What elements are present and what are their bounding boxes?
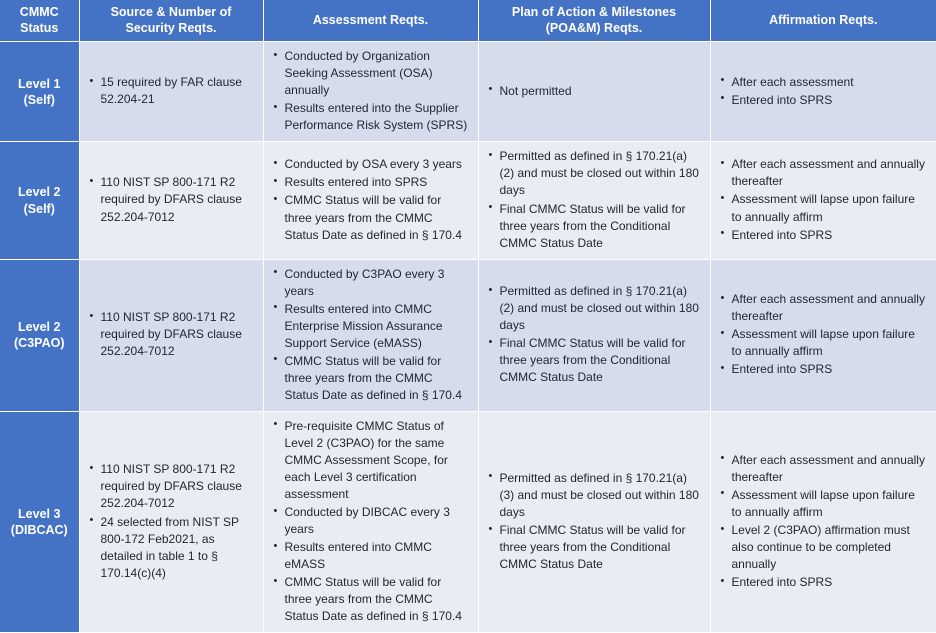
assess-bullet-list (270, 266, 470, 404)
poam-reqts-cell (478, 259, 710, 411)
affirmation-reqts-cell (710, 142, 936, 259)
bullet-item: • CMMC Status will be valid for three years from the CMMC Status Date as defined in § 170.4 (285, 574, 470, 625)
source-bullet-list (86, 309, 255, 360)
bullet-item: • Entered into SPRS (732, 574, 929, 591)
table-row (0, 411, 936, 632)
poam-bullet-list (485, 470, 702, 573)
table-row (0, 259, 936, 411)
bullet-item: • Permitted as defined in § 170.21(a)(2) and must be closed out within 180 days (500, 148, 702, 199)
cmmc-status-level-label: Level 2 (18, 319, 61, 334)
bullet-item: • Entered into SPRS (732, 361, 929, 378)
bullet-item: • Results entered into CMMC Enterprise Mission Assurance Support Service (eMASS) (285, 301, 470, 352)
cmmc-status-cell (0, 142, 79, 259)
bullet-item: • 24 selected from NIST SP 800-172 Feb2021, as detailed in table 1 to § 170.14(c)(4) (101, 514, 255, 582)
bullet-item: • CMMC Status will be valid for three years from the CMMC Status Date as defined in § 170.4 (285, 353, 470, 404)
cmmc-status-cell (0, 259, 79, 411)
bullet-item: • Not permitted (500, 83, 702, 100)
assessment-reqts-cell (263, 411, 478, 632)
poam-bullet-list (485, 148, 702, 251)
cmmc-status-level-label: Level 2 (18, 185, 61, 200)
assessment-reqts-cell (263, 142, 478, 259)
assess-bullet-list (270, 48, 470, 134)
bullet-item: • Assessment will lapse upon failure to annually affirm (732, 326, 929, 360)
cmmc-status-assessor-label: (Self) (23, 92, 55, 107)
bullet-item: • Final CMMC Status will be valid for three years from the Conditional CMMC Status Date (500, 335, 702, 386)
source-bullet-list (86, 74, 255, 108)
cmmc-status-assessor-label: (DIBCAC) (10, 523, 68, 538)
column-header-cmmc-status: CMMC Status (0, 0, 79, 42)
cmmc-status-cell (0, 42, 79, 142)
poam-bullet-list (485, 83, 702, 100)
source-security-reqts-cell (79, 411, 263, 632)
table-row (0, 142, 936, 259)
bullet-item: • 110 NIST SP 800-171 R2 required by DFARS clause 252.204-7012 (101, 461, 255, 512)
table-body (0, 42, 936, 633)
bullet-item: • Results entered into SPRS (285, 174, 470, 191)
affirmation-reqts-cell (710, 42, 936, 142)
poam-reqts-cell (478, 142, 710, 259)
affirmation-reqts-cell (710, 259, 936, 411)
bullet-item: • Entered into SPRS (732, 227, 929, 244)
bullet-item: • 15 required by FAR clause 52.204-21 (101, 74, 255, 108)
bullet-item: • Permitted as defined in § 170.21(a)(3) and must be closed out within 180 days (500, 470, 702, 521)
source-bullet-list (86, 174, 255, 225)
affirm-bullet-list (717, 156, 929, 243)
bullet-item: • Results entered into the Supplier Performance Risk System (SPRS) (285, 100, 470, 134)
bullet-item: • 110 NIST SP 800-171 R2 required by DFARS clause 252.204-7012 (101, 174, 255, 225)
column-header-source-security-reqts: Source & Number of Security Reqts. (79, 0, 263, 42)
column-header-assessment-reqts: Assessment Reqts. (263, 0, 478, 42)
bullet-item: • Entered into SPRS (732, 92, 929, 109)
poam-reqts-cell (478, 411, 710, 632)
assess-bullet-list (270, 418, 470, 625)
bullet-item: • Conducted by Organization Seeking Assessment (OSA) annually (285, 48, 470, 99)
assess-bullet-list (270, 156, 470, 243)
bullet-item: • After each assessment and annually thereafter (732, 291, 929, 325)
source-security-reqts-cell (79, 142, 263, 259)
cmmc-status-level-label: Level 1 (18, 76, 61, 91)
cmmc-status-cell (0, 411, 79, 632)
bullet-item: • After each assessment (732, 74, 929, 91)
bullet-item: • Assessment will lapse upon failure to annually affirm (732, 487, 929, 521)
bullet-item: • Final CMMC Status will be valid for three years from the Conditional CMMC Status Date (500, 201, 702, 252)
poam-bullet-list (485, 283, 702, 386)
table-header-row (0, 0, 936, 42)
bullet-item: • Pre-requisite CMMC Status of Level 2 (C3PAO) for the same CMMC Assessment Scope, for each Level 3 certification assessment (285, 418, 470, 503)
column-header-affirmation-reqts: Affirmation Reqts. (710, 0, 936, 42)
cmmc-status-assessor-label: (C3PAO) (14, 336, 65, 351)
assessment-reqts-cell (263, 42, 478, 142)
affirm-bullet-list (717, 74, 929, 109)
bullet-item: • Final CMMC Status will be valid for three years from the Conditional CMMC Status Date (500, 522, 702, 573)
affirm-bullet-list (717, 291, 929, 378)
cmmc-status-assessor-label: (Self) (23, 201, 55, 216)
poam-reqts-cell (478, 42, 710, 142)
affirm-bullet-list (717, 452, 929, 591)
bullet-item: • 110 NIST SP 800-171 R2 required by DFARS clause 252.204-7012 (101, 309, 255, 360)
bullet-item: • Assessment will lapse upon failure to annually affirm (732, 191, 929, 225)
bullet-item: • Conducted by C3PAO every 3 years (285, 266, 470, 300)
bullet-item: • After each assessment and annually thereafter (732, 452, 929, 486)
table-row (0, 42, 936, 142)
bullet-item: • Results entered into CMMC eMASS (285, 539, 470, 573)
bullet-item: • Permitted as defined in § 170.21(a)(2) and must be closed out within 180 days (500, 283, 702, 334)
cmmc-status-level-label: Level 3 (18, 506, 61, 521)
affirmation-reqts-cell (710, 411, 936, 632)
source-bullet-list (86, 461, 255, 581)
bullet-item: • Level 2 (C3PAO) affirmation must also continue to be completed annually (732, 522, 929, 573)
table-header (0, 0, 936, 42)
bullet-item: • Conducted by DIBCAC every 3 years (285, 504, 470, 538)
source-security-reqts-cell (79, 42, 263, 142)
source-security-reqts-cell (79, 259, 263, 411)
bullet-item: • After each assessment and annually thereafter (732, 156, 929, 190)
assessment-reqts-cell (263, 259, 478, 411)
bullet-item: • CMMC Status will be valid for three years from the CMMC Status Date as defined in § 170.4 (285, 192, 470, 243)
column-header-poam-reqts: Plan of Action & Milestones (POA&M) Reqts. (478, 0, 710, 42)
bullet-item: • Conducted by OSA every 3 years (285, 156, 470, 173)
